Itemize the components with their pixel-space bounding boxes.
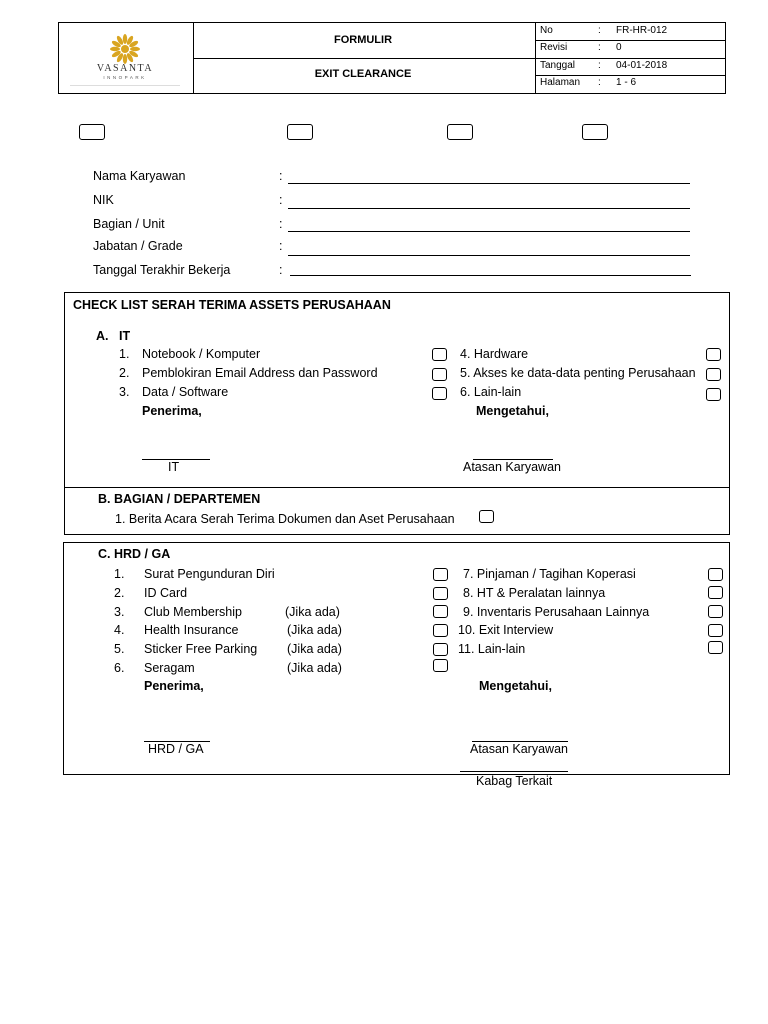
logo-subtitle: INNOPARK xyxy=(103,75,147,80)
form-label: FORMULIR xyxy=(333,34,393,46)
item-label: Sticker Free Parking xyxy=(144,642,258,656)
header-divider xyxy=(535,75,725,76)
logo-name: VASANTA xyxy=(96,63,154,74)
item-label: Seragam xyxy=(144,661,195,675)
it-receiver-label: Penerima, xyxy=(142,404,202,418)
it-item-1-checkbox[interactable] xyxy=(432,348,447,361)
item-label: 7. Pinjaman / Tagihan Koperasi xyxy=(463,567,636,581)
hrd-item-1-checkbox[interactable] xyxy=(433,568,448,581)
section-a-heading: IT xyxy=(119,329,131,343)
item-number: 6. xyxy=(114,661,125,675)
kabag-sign-label: Kabag Terkait xyxy=(476,774,553,788)
item-number: 2. xyxy=(114,586,125,600)
item-number: 3. xyxy=(119,385,130,399)
item-number: 2. xyxy=(119,366,130,380)
item-label: Club Membership xyxy=(144,605,242,619)
hrd-item-5-checkbox[interactable] xyxy=(433,643,448,656)
field-sep: : xyxy=(279,239,283,253)
item-note: (Jika ada) xyxy=(287,661,342,675)
field-input-line[interactable] xyxy=(288,255,690,256)
item-note: (Jika ada) xyxy=(287,642,342,656)
form-title: EXIT CLEARANCE xyxy=(314,68,412,80)
field-label: Tanggal Terakhir Bekerja xyxy=(93,263,231,277)
hrd-item-6-checkbox[interactable] xyxy=(433,659,448,672)
item-label: Pemblokiran Email Address dan Password xyxy=(142,366,378,380)
meta-label: Revisi xyxy=(540,42,568,53)
item-note: (Jika ada) xyxy=(285,605,340,619)
meta-sep: : xyxy=(598,42,601,53)
hrd-item-2-checkbox[interactable] xyxy=(433,587,448,600)
item-number: 1. xyxy=(119,347,130,361)
item-number: 5. xyxy=(114,642,125,656)
field-sep: : xyxy=(279,217,283,231)
item-label: 4. Hardware xyxy=(460,347,529,361)
item-label: 5. Akses ke data-data penting Perusahaan xyxy=(460,366,696,380)
field-input-line[interactable] xyxy=(288,183,690,184)
item-label: Notebook / Komputer xyxy=(142,347,261,361)
field-input-line[interactable] xyxy=(288,208,690,209)
hrd-item-4-checkbox[interactable] xyxy=(433,624,448,637)
section-b-heading: B. BAGIAN / DEPARTEMEN xyxy=(98,492,261,506)
item-number: 4. xyxy=(114,623,125,637)
item-number: 3. xyxy=(114,605,125,619)
meta-label: Tanggal xyxy=(540,60,576,71)
hrd-item-7-checkbox[interactable] xyxy=(708,568,723,581)
field-input-line[interactable] xyxy=(288,231,690,232)
hrd-receiver-label: Penerima, xyxy=(144,679,204,693)
meta-value: 1 - 6 xyxy=(616,77,637,88)
checklist-title: CHECK LIST SERAH TERIMA ASSETS PERUSAHAAN xyxy=(73,298,391,312)
it-approver-sign-label: Atasan Karyawan xyxy=(463,460,561,474)
it-item-4-checkbox[interactable] xyxy=(706,348,721,361)
item-label: 11. Lain-lain xyxy=(458,642,526,656)
type-checkbox-4[interactable] xyxy=(582,124,608,140)
header-divider xyxy=(193,58,535,59)
it-item-3-checkbox[interactable] xyxy=(432,387,447,400)
type-checkbox-1[interactable] xyxy=(79,124,105,140)
item-note: (Jika ada) xyxy=(287,623,342,637)
it-item-2-checkbox[interactable] xyxy=(432,368,447,381)
it-approver-label: Mengetahui, xyxy=(476,404,549,418)
item-label: 10. Exit Interview xyxy=(458,623,554,637)
item-label: 6. Lain-lain xyxy=(460,385,522,399)
meta-value: FR-HR-012 xyxy=(616,25,668,36)
hrd-receiver-sign-label: HRD / GA xyxy=(148,742,204,756)
section-divider xyxy=(64,487,730,488)
meta-sep: : xyxy=(598,60,601,71)
meta-value: 04-01-2018 xyxy=(616,60,668,71)
hrd-approver-label: Mengetahui, xyxy=(479,679,552,693)
field-label: Nama Karyawan xyxy=(93,169,186,183)
header-divider xyxy=(535,58,725,59)
field-input-line[interactable] xyxy=(290,275,691,276)
dept-item-checkbox[interactable] xyxy=(479,510,494,523)
hrd-item-10-checkbox[interactable] xyxy=(708,624,723,637)
meta-value: 0 xyxy=(616,42,622,53)
meta-sep: : xyxy=(598,77,601,88)
it-receiver-sign-label: IT xyxy=(168,460,180,474)
field-sep: : xyxy=(279,193,283,207)
item-label: ID Card xyxy=(144,586,188,600)
type-checkbox-2[interactable] xyxy=(287,124,313,140)
hrd-approver-sign-label: Atasan Karyawan xyxy=(470,742,568,756)
field-sep: : xyxy=(279,169,283,183)
it-item-6-checkbox[interactable] xyxy=(706,388,721,401)
item-number: 1. xyxy=(114,567,125,581)
type-checkbox-3[interactable] xyxy=(447,124,473,140)
hrd-item-8-checkbox[interactable] xyxy=(708,586,723,599)
section-c-heading: C. HRD / GA xyxy=(98,547,171,561)
section-a-letter: A. xyxy=(96,329,109,343)
meta-label: Halaman xyxy=(540,77,581,88)
hrd-item-3-checkbox[interactable] xyxy=(433,605,448,618)
field-sep: : xyxy=(279,263,283,277)
company-logo xyxy=(58,22,192,94)
logo-underline xyxy=(70,85,180,86)
sun-logo-icon xyxy=(58,22,192,94)
kabag-signature-line[interactable] xyxy=(460,771,568,772)
it-item-5-checkbox[interactable] xyxy=(706,368,721,381)
item-label: 8. HT & Peralatan lainnya xyxy=(463,586,606,600)
item-label: 9. Inventaris Perusahaan Lainnya xyxy=(463,605,650,619)
field-label: Bagian / Unit xyxy=(93,217,165,231)
field-label: Jabatan / Grade xyxy=(93,239,183,253)
item-label: Data / Software xyxy=(142,385,229,399)
meta-label: No xyxy=(540,25,553,36)
item-label: Health Insurance xyxy=(144,623,239,637)
dept-item-label: 1. Berita Acara Serah Terima Dokumen dan Aset Perusahaan xyxy=(115,512,455,526)
hrd-item-11-checkbox[interactable] xyxy=(708,641,723,654)
header-divider xyxy=(535,40,725,41)
meta-sep: : xyxy=(598,25,601,36)
hrd-item-9-checkbox[interactable] xyxy=(708,605,723,618)
field-label: NIK xyxy=(93,193,114,207)
item-label: Surat Pengunduran Diri xyxy=(144,567,275,581)
